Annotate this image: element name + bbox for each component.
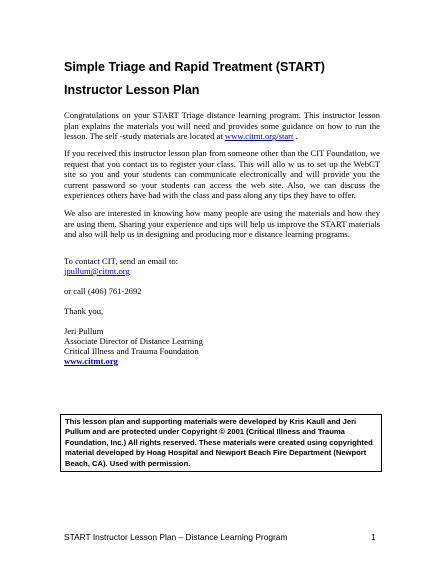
copyright-notice-text: This lesson plan and supporting materials were developed by Kris Kaull and Jeri Pullum and are protected under Copyright © 2001 (Critical Illness and Trauma Foundation, Inc.) All rights reserved. These materials were created using copyrighted material developed by Hoag Hospital and Newport Beach Fire Department (Newport Beach, CA). Used with permission. [65,417,373,468]
intro-end: . [293,131,298,142]
feedback-paragraph: We also are interested in knowing how many people are using the materials and how they are using them. Sharing your experience and tips will help us improve the START materials and also will help us in designing and producing mor e distance learning programs. [64,208,380,240]
website-link[interactable]: www.citmt.org [64,356,118,366]
contact-email-line [64,266,130,277]
signature-role: Associate Director of Distance Learning [64,336,203,346]
start-materials-link[interactable]: www.citmt.org/start [224,131,294,142]
intro-paragraph [64,110,380,142]
signature-org: Critical Illness and Trauma Foundation [64,346,199,356]
signature-website-line [64,356,118,367]
registration-paragraph: If you received this instructor lesson plan from someone other than the CIT Foundation, we request that you contact us to register your class. This will allo w us to set up the WebCT site so you and your students can communicate electronically and will provide you the current password so your students can access the web site. Also, we can discuss the experiences others have had with the class and pass along any tips they have to offer. [64,148,380,201]
contact-intro: To contact CIT, send an email to: [64,256,179,266]
closing-thanks: Thank you, [64,306,104,316]
page-number: 1 [371,532,376,542]
document-subtitle: Instructor Lesson Plan [64,83,200,97]
intro-text: Congratulations on your START Triage distance learning program. This instructor lesson plan explains the materials you will need and provides some guidance on how to run the lesson. The self -study materials are located at [64,110,380,142]
copyright-notice-box [60,414,382,472]
page-footer-label: START Instructor Lesson Plan – Distance Learning Program [64,532,288,542]
contact-phone: or call (406) 761-2692 [64,286,142,296]
contact-email-link[interactable]: jpullum@citmt.org [64,266,130,276]
signature-name: Jeri Pullum [64,326,104,336]
document-title: Simple Triage and Rapid Treatment (START) [64,60,325,74]
